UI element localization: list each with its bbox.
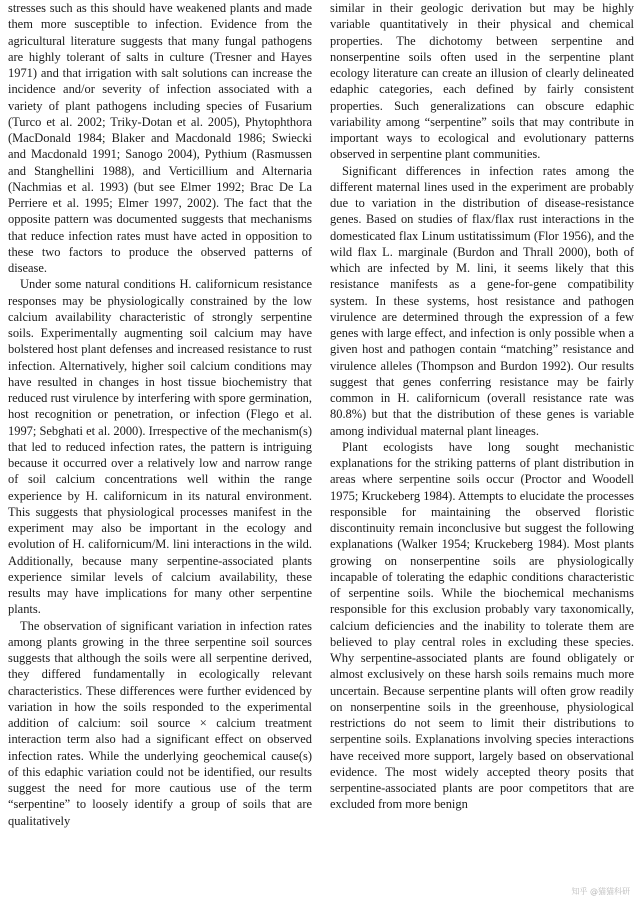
paragraph: Under some natural conditions H. californicum resistance responses may be physiologically constrained by the low calcium availability characteristic of strongly serpentine soils. Experimentally augmenting soil calcium may have bolstered host plant defenses and increased resistance to rust infection. Alternatively, higher soil calcium conditions may have resulted in changes in host tissue biochemistry that reduced rust virulence by interfering with spore germination, host recognition or penetration, or infection (Flego et al. 1997; Sebghati et al. 2000). Irrespective of the mechanism(s) that led to reduced infection rates, the pattern is intriguing because it occurred over a relatively low and narrow range of soil calcium concentrations well within the range experience by H. californicum in its natural environment. This suggests that physiological processes manifest in the experiment may also be important in the ecology and evolution of H. californicum/M. lini interactions in the wild. Additionally, because many serpentine-associated plants experience similar levels of calcium availability, these results may have implications for many other serpentine plants. — [8, 277, 312, 617]
watermark: 知乎 @猫猫科研 — [571, 887, 630, 896]
paragraph: stresses such as this should have weakened plants and made them more susceptible to infection. Evidence from the agricultural literature suggests that many fungal pathogens are highly tolerant of salts in culture (Tresner and Hayes 1971) and that irrigation with salt solutions can increase the incidence and/or severity of infection associated with a variety of plant pathogens including species of Fusarium (Turco et al. 2002; Triky-Dotan et al. 2005), Phytophthora (MacDonald 1984; Blaker and Macdonald 1986; Swiecki and Macdonald 1991; Sanogo 2004), Pythium (Rasmussen and Stanghellini 1988), and Verticillium and Alternaria (Nachmias et al. 1993) (but see Elmer 1992; Brac De La Perriere et al. 1995; Elmer 1997, 2002). The fact that the opposite pattern was documented suggests that mechanisms that reduce infection rates must have acted in opposition to these two factors to produce the observed patterns of disease. — [8, 1, 312, 275]
paragraph: similar in their geologic derivation but may be highly variable quantitatively in their physical and chemical properties. The dichotomy between serpentine and nonserpentine soils often used in the serpentine plant ecology literature can create an illusion of clearly delineated edaphic categories, each defined by fairly consistent properties. Such generalizations can obscure edaphic variability among “serpentine” soils that may contribute in important ways to ecological and evolutionary patterns observed in serpentine plant communities. — [330, 1, 634, 162]
paragraph: Plant ecologists have long sought mechanistic explanations for the striking patterns of plant distribution in areas where serpentine soils occur (Proctor and Woodell 1975; Kruckeberg 1984). Attempts to elucidate the processes responsible for maintaining the observed floristic discontinuity remain inconclusive but suggest the following explanations (Walker 1954; Kruckeberg 1984). Most plants growing on nonserpentine soils are physiologically incapable of tolerating the edaphic conditions characteristic of serpentine soils. While the biochemical mechanisms responsible for this exclusion probably vary taxonomically, calcium deficiencies and the inability to tolerate them are believed to play central roles in excluding these species. Why serpentine-associated plants are found obligately or almost exclusively on these harsh soils remains much more uncertain. Because serpentine plants will often grow readily on nonserpentine soils in the greenhouse, physiological restrictions do not seem to limit their distributions to serpentine soils. Explanations involving species interactions have received more support, largely based on observational evidence. The most widely accepted theory posits that serpentine-associated plants are poor competitors that are excluded from more benign — [330, 439, 634, 812]
left-column — [8, 0, 312, 900]
paragraph: Significant differences in infection rates among the different maternal lines used in the experiment are probably due to variation in the distribution of disease-resistance genes. Based on studies of flax/flax rust interactions in the domesticated flax Linum ustitatissimum (Flor 1956), and the wild flax L. marginale (Burdon and Thrall 2000), both of which are infected by M. lini, it seems likely that this resistance manifests as a gene-for-gene compatibility system. In these systems, host resistance and pathogen virulence are determined through the expression of a few genes with large effect, and infection is only possible when a given host and pathogen contain “matching” resistance and virulence alleles (Thompson and Burdon 1992). Our results suggest that genes conferring resistance may be fairly common in H. californicum (overall resistance rate was 80.8%) but that the distribution of these genes is variable among individual maternal plant lineages. — [330, 163, 634, 438]
right-column — [330, 0, 634, 900]
paragraph: The observation of significant variation in infection rates among plants growing in the three serpentine soil sources suggests that although the soils were all serpentine derived, they differed fundamentally in ecologically relevant characteristics. These differences were further evidenced by variation in how the soils responded to the experimental addition of calcium: soil source × calcium treatment interaction term also had a significant effect on observed infection rates. While the underlying geochemical cause(s) of this edaphic variation could not be identified, our results suggest the need for more cautious use of the term “serpentine” to loosely identify a group of soils that are qualitatively — [8, 618, 312, 828]
